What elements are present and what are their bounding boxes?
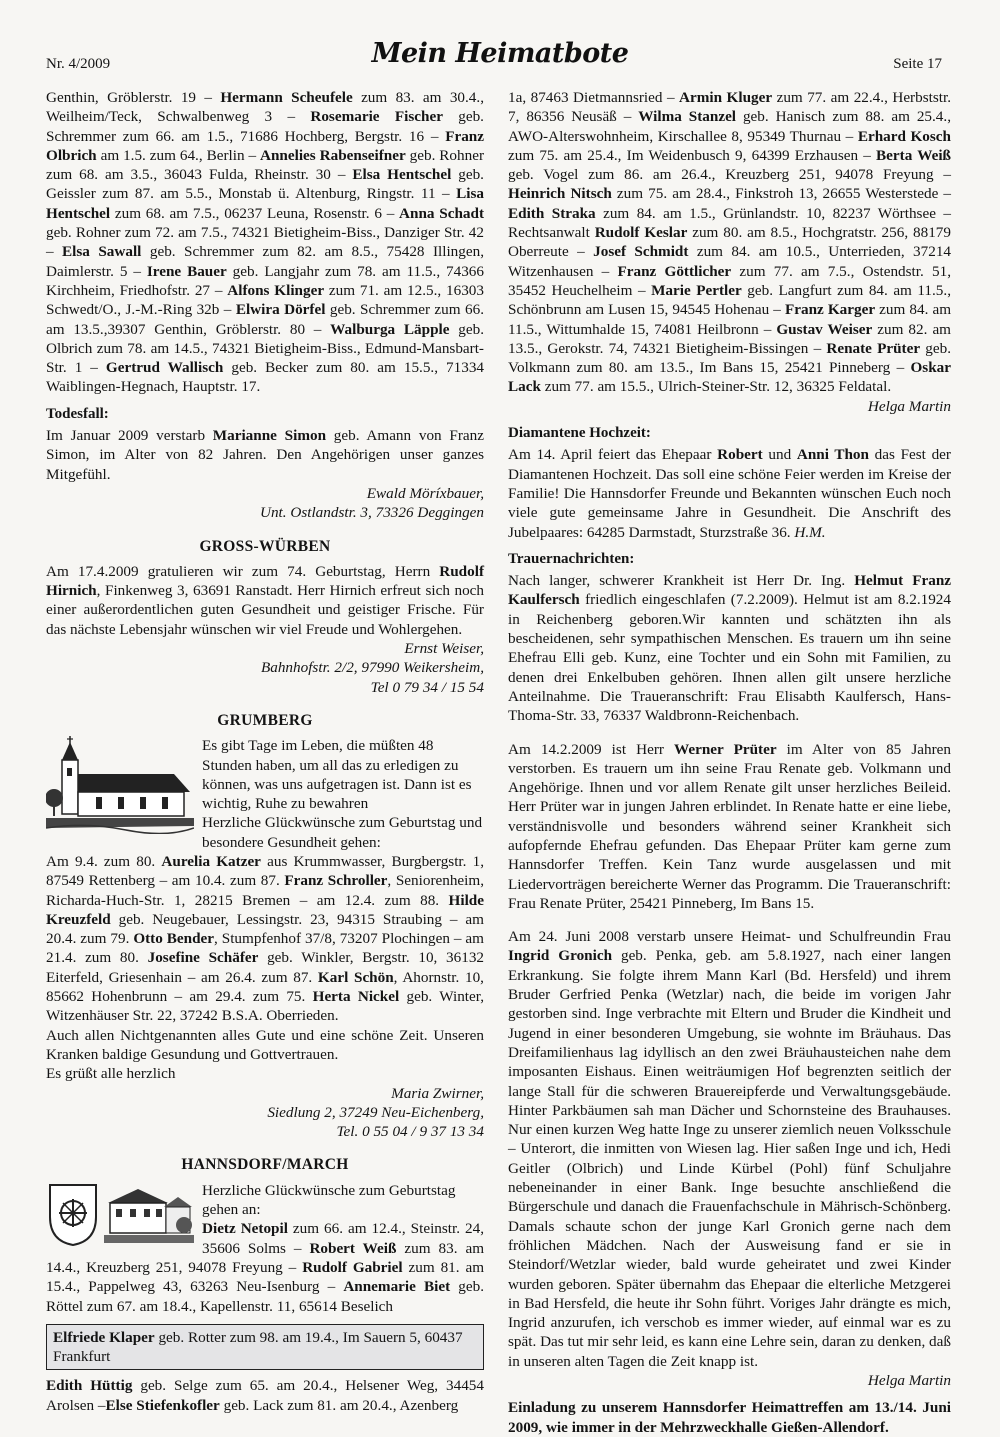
person-name: Dietz Netopil [202, 1220, 288, 1238]
person-name: Lisa Hentschel [46, 185, 484, 222]
page-number: Seite 17 [893, 56, 942, 72]
gross-wuerben-heading: GROSS-WÜRBEN [199, 537, 331, 555]
grumberg-closing: Auch allen Nichtgenannten alles Gute und eine schöne Zeit. Unseren Kranken baldige Gesundung und Gottvertrauen. [46, 1026, 484, 1063]
person-name: Franz Göttlicher [617, 262, 732, 280]
person-name: Edith Straka [508, 204, 596, 222]
person-name: Erhard Kosch [857, 127, 951, 145]
grumberg-intro: Es gibt Tage im Leben, die müßten 48 Stunden haben, um all das zu erledigen zu können, was uns aufgetragen ist. Dann ist es wichtig, Ruhe zu bewahren [202, 737, 472, 813]
grumberg-phone: Tel. 0 55 04 / 9 37 13 34 [336, 1123, 484, 1141]
grumberg-address: Siedlung 2, 37249 Neu-Eichenberg, [267, 1103, 484, 1121]
person-name: Hilde Kreuzfeld [46, 891, 484, 928]
person-name: Franz Karger [784, 301, 876, 319]
grumberg-signature: Maria Zwirner, [391, 1084, 484, 1102]
gross-wuerben-text: Am 17.4.2009 gratulieren wir zum 74. Geburtstag, Herrn Rudolf Hirnich, Finkenweg 3, 63691 Ranstadt. Herr Hirnich erfreut sich noch einer außerordentlichen guten Gesundheit und geistiger Frische. Für das nächste Lebensjahr wünschen wir viel Freude und Wohlergehen. [46, 562, 484, 638]
person-name: Karl Schön [317, 968, 394, 986]
person-name: Josef Schmidt [593, 243, 689, 261]
person-name: Gertrud Wallisch [105, 359, 224, 377]
person-name: Rudolf Hirnich [46, 562, 484, 600]
person-name: Josefine Schäfer [147, 949, 259, 967]
todesfall-address: Unt. Ostlandstr. 3, 73326 Deggingen [259, 504, 484, 522]
person-name: Helmut Franz Kaulfersch [508, 572, 952, 609]
highlight-box [46, 1324, 484, 1371]
birthday-list-continued: Genthin, Gröblerstr. 19 – Hermann Scheufele zum 83. am 30.4., Weilheim/Teck, Schwalbenweg 3 – Rosemarie Fischer geb. Schremmer zum 66. am 1.5., 71686 Hochberg, Bergstr. 16 – Franz Olbrich am 1.5. zum 64., Berlin – Annelies Rabenseifner geb. Rohner zum 68. am 3.5., 36043 Fulda, Rheinstr. 30 – Elsa Hentschel geb. Geissler zum 87. am 5.5., Monstab ü. Altenburg, Ringstr. 11 – Lisa Hentschel zum 68. am 7.5., 06237 Leuna, Rosenstr. 6 – Anna Schadt geb. Rohner zum 72. am 7.5., 74321 Bietigheim-Biss., Danziger Str. 42 – Elsa Sawall geb. Schremmer zum 82. am 8.5., 75428 Illingen, Daimlerstr. 5 – Irene Bauer geb. Langjahr zum 78. am 11.5., 74366 Kirchheim, Friedhofstr. 27 – Alfons Klinger zum 71. am 12.5., 16303 Schwedt/O., J.-M.-Ring 32b – Elwira Dörfel geb. Schremmer zum 66. am 13.5.,39307 Genthin, Gröblerstr. 80 – Walburga Läpple geb. Olbrich zum 78. am 14.5., 74321 Bietigheim-Biss., Edmund-Mansbart-Str. 1 – Gertrud Wallisch geb. Becker zum 80. am 15.5., 71334 Waiblingen-Hegnach, Hauptstr. 17. [46, 89, 485, 396]
person-name: Elsa Sawall [62, 243, 142, 261]
gross-wuerben-phone: Tel 0 79 34 / 15 54 [370, 678, 484, 696]
hannsdorf-illustration [46, 1181, 194, 1252]
highlight-box-text: Elfriede Klaper geb. Rotter zum 98. am 19.4., Im Sauern 5, 60437 Frankfurt [53, 1328, 463, 1366]
hannsdorf-signature: Helga Martin [867, 397, 951, 415]
masthead-logo: Mein Heimatbote [371, 38, 629, 69]
issue-number: Nr. 4/2009 [46, 56, 111, 72]
right-column [508, 88, 951, 1437]
person-name: Heinrich Nitsch [508, 185, 612, 203]
grumberg-greeting: Es grüßt alle herzlich [46, 1065, 176, 1083]
person-name: Rudolf Gabriel [302, 1258, 403, 1276]
church-illustration [46, 736, 194, 839]
todesfall-text: Im Januar 2009 verstarb Marianne Simon geb. Amann von Franz Simon, im Alter von 82 Jahren. Den Angehörigen unser ganzes Mitgefühl. [46, 427, 484, 483]
person-name: Elsa Hentschel [352, 166, 452, 184]
person-name: Rudolf Keslar [594, 224, 688, 242]
obituaries-heading: Trauernachrichten: [508, 550, 635, 567]
grumberg-heading: GRUMBERG [217, 711, 313, 729]
person-name: Rosemarie Fischer [310, 108, 443, 126]
person-name: Anni Thon [796, 446, 869, 464]
person-name: Edith Hüttig [46, 1377, 133, 1395]
grumberg-list: Am 9.4. zum 80. Aurelia Katzer aus Krummwasser, Burgbergstr. 1, 87549 Rettenberg – am 10.4. zum 87. Franz Schroller, Seniorenheim, Richarda-Huch-Str. 1, 28215 Bremen – am 12.4. zum 88. Hilde Kreuzfeld geb. Neugebauer, Lessingstr. 23, 94315 Straubing – am 20.4. zum 79. Otto Bender, Stumpfenhof 37/8, 73207 Plochingen – am 21.4. zum 80. Josefine Schäfer geb. Winkler, Bergstr. 10, 36132 Eiterfeld, Griesenhain – am 26.4. zum 87. Karl Schön, Ahornstr. 10, 85662 Hohenbrunn – am 29.4. zum 75. Herta Nickel geb. Winter, Witzenhäuser Str. 22, 37242 B.S.A. Oberrieden. [46, 852, 485, 1025]
obituary-gronich: Am 24. Juni 2008 verstarb unsere Heimat- und Schulfreundin Frau Ingrid Gronich geb. Penka, geb. am 5.8.1927, nach einer langen Erkrankung. Sie folgte ihrem Mann Karl (Bd. Hersfeld) und ihrem Bruder Gerfried Penka (Wetzlar) nach, die beide im vorigen Jahr gestorben sind. Inge verbrachte mit Eltern und Bruder die Kindheit und Jugend in einer besonderen Umgebung, sie wohnte im Bräuhaus. Das Dreifamilienhaus lag idyllisch an den zwei Bräuhausteichen nahe dem imposanten Eishaus. Einen weiträumigen Hof begrenzten seitlich der lange Stall für die schweren Brauereipferde und Verwaltungsgebäude. Hinter Parkbäumen sah man Dächer und Schornsteine des Brauhauses. Nur einen kurzen Weg hatte Inge zu unserer ziemlich neuen Volksschule – Unterort, die inmitten von Wiesen lag. Hier saßen Inge und ich, Hedi Geitler (Olbrich) und Linde Kürbel (Pohl) fünf Schuljahre nebeneinander in einer Bank. Inge besuchte anschließend die Bürgerschule und danach die Frauenfachschule in Mährisch-Schönberg. Damals schaute schon der junge Karl Gronich gerne nach dem fröhlichen Mädchen. Nach der Ausweisung fand er sie in Steindorf/Wetzlar wieder, bald wurde geheiratet und zwei Kinder wurden geboren. Später übernahm das Ehepaar die elterliche Metzgerei in Bad Hersfeld, die heute ihr Sohn führt. Voriges Jahr drängte es mich, Ingrid anzurufen, ich verschob es immer wieder, auf einmal war es zu spät. Das tut mir sehr leid, es kann eine Lehre sein, daran zu denken, daß in unseren alten Tagen die Zeit knapp ist. [508, 928, 951, 1370]
grumberg-congrats: Herzliche Glückwünsche zum Geburtstag und besondere Gesundheit gehen: [202, 814, 483, 851]
person-name: Elfriede Klaper [53, 1328, 155, 1346]
person-name: Franz Schroller [284, 872, 388, 890]
gross-wuerben-address: Bahnhofstr. 2/2, 97990 Weikersheim, [260, 659, 484, 677]
person-name: Walburga Läpple [330, 320, 450, 338]
left-column [46, 88, 484, 1415]
person-name: Marie Pertler [651, 281, 742, 299]
person-name: Otto Bender [133, 930, 215, 948]
hannsdorf-list-continued: Edith Hüttig geb. Selge zum 65. am 20.4., Helsener Weg, 34454 Arolsen –Else Stiefenkofler geb. Lack zum 81. am 20.4., Azenberg [46, 1377, 484, 1414]
person-name: Herta Nickel [312, 988, 400, 1006]
person-name: Ingrid Gronich [508, 947, 613, 965]
person-name: Irene Bauer [146, 262, 227, 280]
person-name: Oskar Lack [508, 359, 951, 396]
obituary-signature: Helga Martin [867, 1372, 951, 1389]
person-name: Elwira Dörfel [235, 301, 326, 319]
hannsdorf-heading: HANNSDORF/MARCH [181, 1156, 349, 1174]
meeting-invitation: Einladung zu unserem Hannsdorfer Heimattreffen am 13./14. Juni 2009, wie immer in der Mehrzweckhalle Gießen-Allendorf. [508, 1399, 951, 1436]
person-name: Annelies Rabenseifner [260, 146, 406, 164]
person-name: Else Stiefenkofler [105, 1396, 220, 1414]
person-name: Berta Weiß [876, 146, 951, 164]
person-name: Armin Kluger [679, 89, 773, 106]
todesfall-signature: Ewald Möríxbauer, [366, 484, 484, 502]
gross-wuerben-signature: Ernst Weiser, [404, 640, 484, 658]
person-name: Marianne Simon [212, 427, 327, 445]
person-name: Robert Weiß [309, 1239, 397, 1257]
initials: H.M. [794, 523, 826, 541]
person-name: Anna Schadt [399, 204, 484, 222]
diamond-wedding-text: Am 14. April feiert das Ehepaar Robert und Anni Thon das Fest der Diamantenen Hochzeit. Das soll eine schöne Feier werden im Kreise der Familie! Die Hannsdorfer Freunde und Bekannten wünschen Euch noch viele gute gemeinsame Jahre in Gesundheit. Die Anschrift des Jubelpaares: 64285 Darmstadt, Sturzstraße 36. H.M. [508, 446, 951, 541]
diamond-wedding-heading: Diamantene Hochzeit: [508, 425, 651, 442]
person-name: Franz Olbrich [46, 127, 484, 164]
person-name: Robert [717, 446, 763, 464]
person-name: Werner Prüter [674, 740, 777, 758]
person-name: Annemarie Biet [343, 1278, 451, 1296]
person-name: Gustav Weiser [776, 320, 873, 338]
person-name: Renate Prüter [826, 339, 921, 357]
person-name: Wilma Stanzel [638, 108, 737, 126]
obituary-prueter: Am 14.2.2009 ist Herr Werner Prüter im Alter von 85 Jahren verstorben. Es trauern um ihn seine Frau Renate geb. Volkmann und Angehörige. Ihnen und vor allem Renate gilt unser herzliches Beileid. Herr Prüter war in jungen Jahren erblindet. In Renate hatte er eine liebe, verständnisvolle und besonders während seiner Krankheit sich aufopfernde Ehefrau gefunden. Das Ehepaar Prüter kam gerne zum Hannsdorfer Treffen. Kein Tanz wurde ausgelassen und mit Liedervorträgen bereicherte Werner das Programm. Die Traueranschrift: Frau Renate Prüter, 25421 Pinneberg, Im Bans 15. [508, 740, 951, 912]
hannsdorf-intro: Herzliche Glückwünsche zum Geburtstag gehen an: [202, 1181, 456, 1219]
hannsdorf-list-end: 1a, 87463 Dietmannsried – Armin Kluger zum 77. am 22.4., Herbststr. 7, 86356 Neusäß – Wilma Stanzel geb. Hanisch zum 88. am 25.4., AWO-Alterswohnheim, Kirschallee 8, 95349 Thurnau – Erhard Kosch zum 75. am 25.4., Im Weidenbusch 9, 64399 Erzhausen – Berta Weiß geb. Vogel zum 86. am 26.4., Kreuzberg 251, 94078 Freyung – Heinrich Nitsch zum 75. am 28.4., Finkstroh 13, 26655 Westerstede – Edith Straka zum 84. am 1.5., Grünlandstr. 10, 82237 Wörthsee – Rechtsanwalt Rudolf Keslar zum 80. am 8.5., Hochgratstr. 256, 88179 Oberreute – Josef Schmidt zum 84. am 10.5., Unterrieden, 37214 Witzenhausen – Franz Göttlicher zum 77. am 7.5., Ostendstr. 51, 35452 Heuchelheim – Marie Pertler geb. Langfurt zum 84. am 11.5., Schönbrunn am Lusen 15, 94545 Hohenau – Franz Karger zum 84. am 11.5., Wittumhalde 15, 74081 Heilbronn – Gustav Weiser zum 82. am 13.5., Gerokstr. 74, 74321 Bietigheim-Bissingen – Renate Prüter geb. Volkmann zum 80. am 13.5., Im Bans 15, 25421 Pinneberg – Oskar Lack zum 77. am 15.5., Ulrich-Steiner-Str. 12, 36325 Feldatal. [508, 89, 952, 396]
person-name: Hermann Scheufele [220, 89, 353, 106]
person-name: Aurelia Katzer [161, 852, 261, 870]
person-name: Alfons Klinger [227, 281, 325, 299]
obituary-kaulfersch: Nach langer, schwerer Krankheit ist Herr Dr. Ing. Helmut Franz Kaulfersch friedlich eingeschlafen (7.2.2009). Helmut ist am 8.2.1924 in Reichenberg geboren.Wir kannten und schätzten ihn als bescheidenen, sehr sympathischen Menschen. Es trauern um ihn seine Ehefrau Elli geb. Kunz, eine Tochter und ein Sohn mit Familien, zu denen drei Enkelbuben gehören. Ihnen allen gilt unsere herzliche Anteilnahme. Die Traueranschrift: Frau Elisabth Kaulfersch, Hans-Thoma-Str. 33, 76337 Waldbronn-Reichenbach. [508, 572, 952, 725]
hannsdorf-list: Dietz Netopil zum 66. am 12.4., Steinstr. 24, 35606 Solms – Robert Weiß zum 83. am 14.4., Kreuzberg 251, 94078 Freyung – Rudolf Gabriel zum 81. am 15.4., Pappelweg 43, 63263 Neu-Isenburg – Annemarie Biet geb. Röttel zum 67. am 18.4., Kapellenstr. 11, 65614 Beselich [46, 1220, 485, 1315]
todesfall-heading: Todesfall: [46, 405, 109, 422]
